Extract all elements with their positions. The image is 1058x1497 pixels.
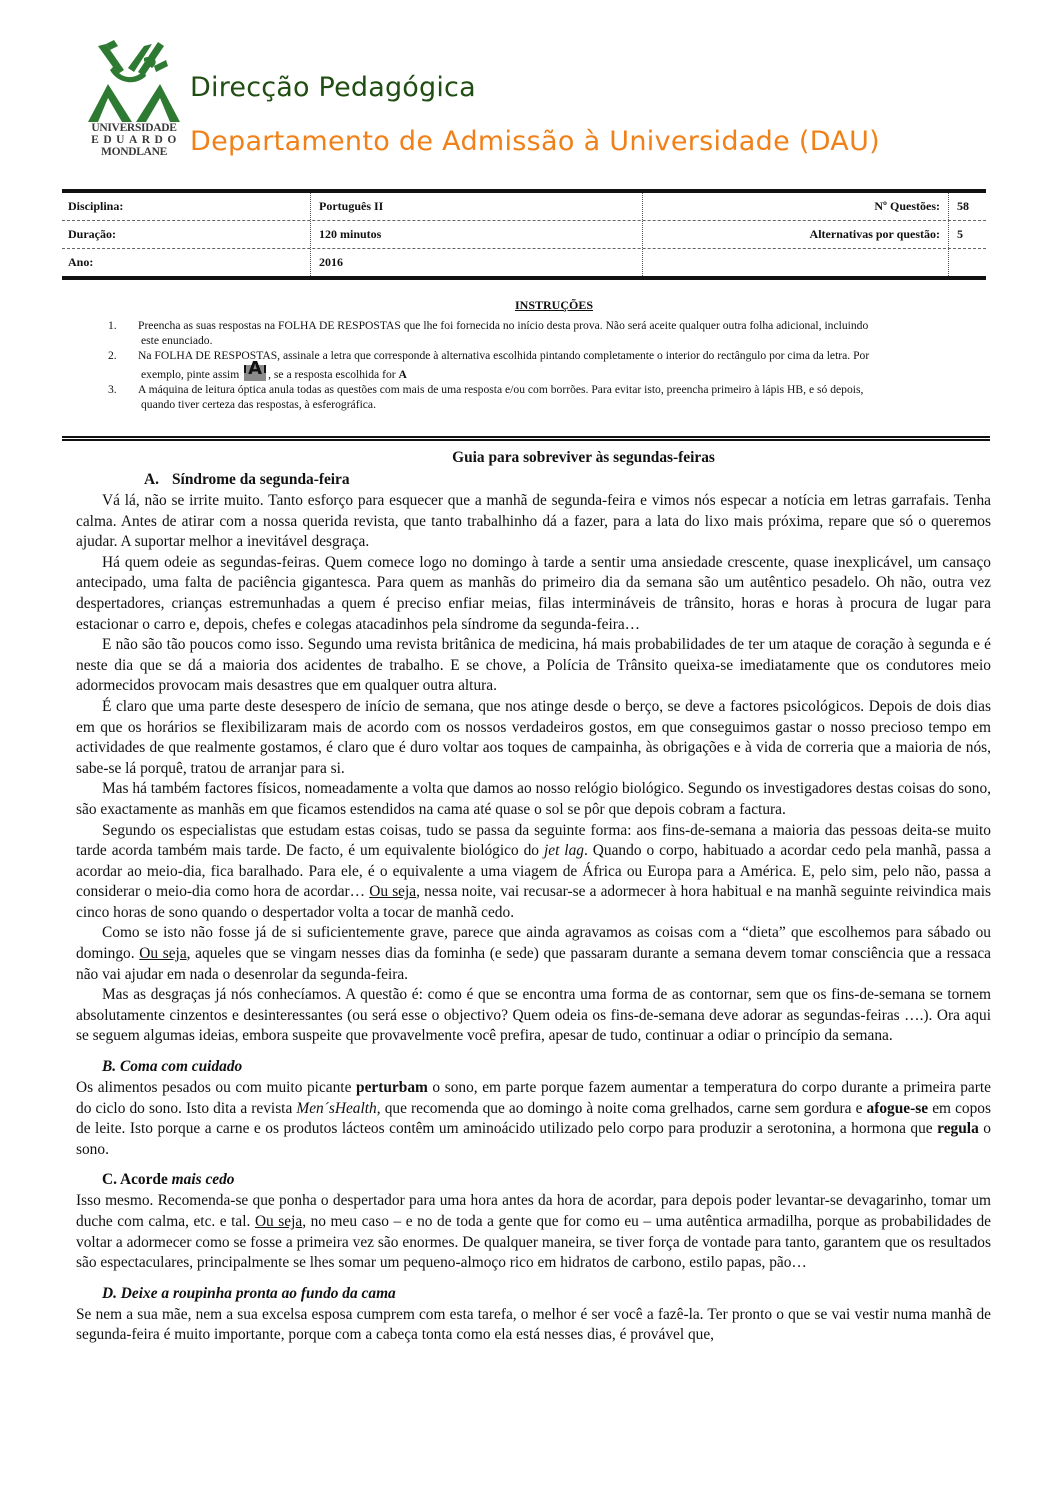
info-label-right xyxy=(642,249,948,276)
info-value: 2016 xyxy=(310,249,642,276)
filled-answer-example-icon: A xyxy=(244,365,266,381)
instruction-item: 2. Na FOLHA DE RESPOSTAS, assinale a letra que corresponde à alternativa escolhida pintando completamente o interior do rectângulo por cima da letra. Por exemplo, pinte assim A , se a resposta escolhida for A xyxy=(108,349,870,381)
section-divider xyxy=(62,436,990,441)
info-value: Português II xyxy=(310,193,642,220)
university-logo xyxy=(84,40,184,168)
paragraph: Há quem odeie as segundas-feiras. Quem comece logo no domingo à tarde a sentir uma ansiedade crescente, quase inexplicável, um cansaço antecipado, uma falta de paciência gigantesca. Para quem as manhãs do primeiro dia da semana são um autêntico pesadelo. Oh não, outra vez despertadores, crianças estremunhadas a quem é preciso enfiar meias, filas intermináveis de trânsito, horas e horas à procura de lugar para estacionar o carro e, depois, chefes e colegas atacadinhos pela síndrome da segunda-feira… xyxy=(76,553,991,633)
info-value: 120 minutos xyxy=(310,221,642,248)
article-title: Guia para sobreviver às segundas-feiras xyxy=(452,449,715,466)
section-heading-c: C. Acorde mais cedo xyxy=(102,1171,235,1189)
info-value-right xyxy=(948,249,986,276)
paragraph: Como se isto não fosse já de si suficientemente grave, parece que ainda agravamos as coisas com a “dieta” que escolhemos para sábado ou domingo. Ou seja, aqueles que se vingam nesses dias da fominha (e sede) que passaram durante a semana devem tomar consciência que a ressaca não vai ajudar em nada o desenrolar da segunda-feira. xyxy=(76,924,992,983)
instructions-list xyxy=(108,318,993,412)
paragraph: Os alimentos pesados ou com muito picante perturbam o sono, em parte porque fazem aumentar a temperatura do corpo durante a primeira parte do ciclo do sono. Isto dita a revista Men´sHealth, que recomenda que ao domingo à noite coma grelhados, carne sem gordura e afogue-se em copos de leite. Isto porque a carne e os produtos lácteos contêm um aminoácido utilizado pelo corpo para produzir a serotonina, a hormona que regula o sono. xyxy=(76,1079,991,1158)
instruction-item: 1. Preencha as suas respostas na FOLHA DE RESPOSTAS que lhe foi fornecida no início desta prova. Não será aceite qualquer outra folha adicional, incluindo este enunciado. xyxy=(108,319,869,347)
info-label-right: Alternativas por questão: xyxy=(642,221,948,248)
section-heading-a: A. Síndrome da segunda-feira xyxy=(144,471,350,488)
paragraph: Mas as desgraças já nós conhecíamos. A questão é: como é que se encontra uma forma de as contornar, sem que os fins-de-semana se tornem absolutamente cinzentos e desinteressantes (ou será esse o objectivo? Quem odeia os fins-de-semana deve adorar as segundas-feiras ….). Ora aqui se seguem algumas ideias, embora suspeite que provavelmente você prefira, apesar de tudo, continuar a odiar o princípio da semana. xyxy=(76,986,991,1045)
instruction-item: 3. A máquina de leitura óptica anula todas as questões com mais de uma resposta e/ou com borrões. Para evitar isto, preencha primeiro à lápis HB, e só depois, quando tiver certeza das respostas, à esferográfica. xyxy=(108,383,864,411)
header-title: Direcção Pedagógica xyxy=(190,72,476,103)
paragraph: Vá lá, não se irrite muito. Tanto esforço para esquecer que a manhã de segunda-feira e vimos nós especar a notícia em letras garrafais. Tenha calma. Antes de atirar com a nossa querida revista, que tanto trabalhinho dá a fazer, para a lata do lixo mais próxima, repare que só o queremos ajudar. A suportar melhor a inevitável desgraça. xyxy=(76,492,991,551)
info-value-right: 5 xyxy=(948,221,986,248)
info-label-right: Nº Questões: xyxy=(642,193,948,220)
info-value-right: 58 xyxy=(948,193,986,220)
paragraph: Isso mesmo. Recomenda-se que ponha o despertador para uma hora antes da hora de acordar, para depois poder levantar-se devagarinho, tomar um duche com calma, etc. e tal. Ou seja, no meu caso – e no de toda a gente que for como eu – uma autêntica armadilha, porque as probabilidades de voltar a adormecer como se fosse a primeira vez são enormes. De qualquer maneira, se tiver força de vontade para tanto, garantem que os resultados são espectaculares, principalmente se lhes somar um pequeno-almoço rico em hidratos de carbono, estilo papas, pão… xyxy=(76,1192,991,1272)
info-label: Ano: xyxy=(68,255,94,269)
logo-caption: UNIVERSIDADE EDUARDO MONDLANE xyxy=(91,122,181,158)
logo-emblem-icon xyxy=(84,40,184,122)
section-heading-b: B. Coma com cuidado xyxy=(102,1058,243,1076)
paragraph: Se nem a sua mãe, nem a sua excelsa esposa cumprem com esta tarefa, o melhor é ser você a fazê-la. Ter pronto o que se vai vestir numa manhã de segunda-feira é muito importante, porque com a cabeça tonta como ela está nesses dias, é provável que, xyxy=(76,1305,991,1344)
instructions-title: INSTRUÇÕES xyxy=(514,298,594,312)
info-row-year xyxy=(62,248,986,276)
header-subtitle: Departamento de Admissão à Universidade (DAU) xyxy=(190,126,880,157)
paragraph: Segundo os especialistas que estudam estas coisas, tudo se passa da seguinte forma: aos fins-de-semana a maioria das pessoas deita-se muito tarde acorda também mais tarde. De facto, é um equivalente biológico do jet lag. Quando o corpo, habituado a acordar cedo pela manhã, passa a acordar ao meio-dia, fica baralhado. Para ele, é o equivalente a uma viagem de África ou Europa para a América. E, pelo sim, pelo não, passa a considerar o meio-dia como hora de acordar… Ou seja, nessa noite, vai recusar-se a adormecer à hora habitual e na manhã seguinte reivindica mais cinco horas de sono quando o despertador volta a tocar de manhã cedo. xyxy=(76,821,992,921)
paragraph: E não são tão poucos como isso. Segundo uma revista britânica de medicina, há mais probabilidades de ter um ataque de coração à segunda e é neste dia que se dá a maioria dos acidentes de trabalho. E se chove, a Polícia de Trânsito queixa-se imediatamente que os condutores meio adormecidos provocam mais desastres que em qualquer outra altura. xyxy=(76,636,991,695)
article-text xyxy=(76,448,991,1346)
section-heading-d: D. Deixe a roupinha pronta ao fundo da cama xyxy=(102,1284,396,1302)
paragraph: Mas há também factores físicos, nomeadamente a volta que damos ao nosso relógio biológico. Segundo os investigadores destas coisas do sono, são exactamente as manhãs em que ficamos estendidos na cama até quase o sol se pôr que depois cobram a factura. xyxy=(76,780,991,818)
info-row-duration xyxy=(62,220,986,248)
paragraph: É claro que uma parte deste desespero de início de semana, que nos atinge desde o berço, se deve a factores psicológicos. Depois de dois dias em que os horários se flexibilizaram mais de acordo com os nossos verdadeiros gostos, em que conseguimos gastar o nosso precioso tempo em actividades de que realmente gostamos, é claro que é duro voltar aos toques de campainha, às obrigações e à vida de correria que a maioria de nós, sabe-se lá porquê, tratou de arranjar para si. xyxy=(76,697,991,777)
info-row-discipline xyxy=(62,193,986,220)
info-label: Disciplina: xyxy=(68,199,124,213)
exam-info-table xyxy=(62,189,986,280)
info-label: Duração: xyxy=(68,227,116,241)
